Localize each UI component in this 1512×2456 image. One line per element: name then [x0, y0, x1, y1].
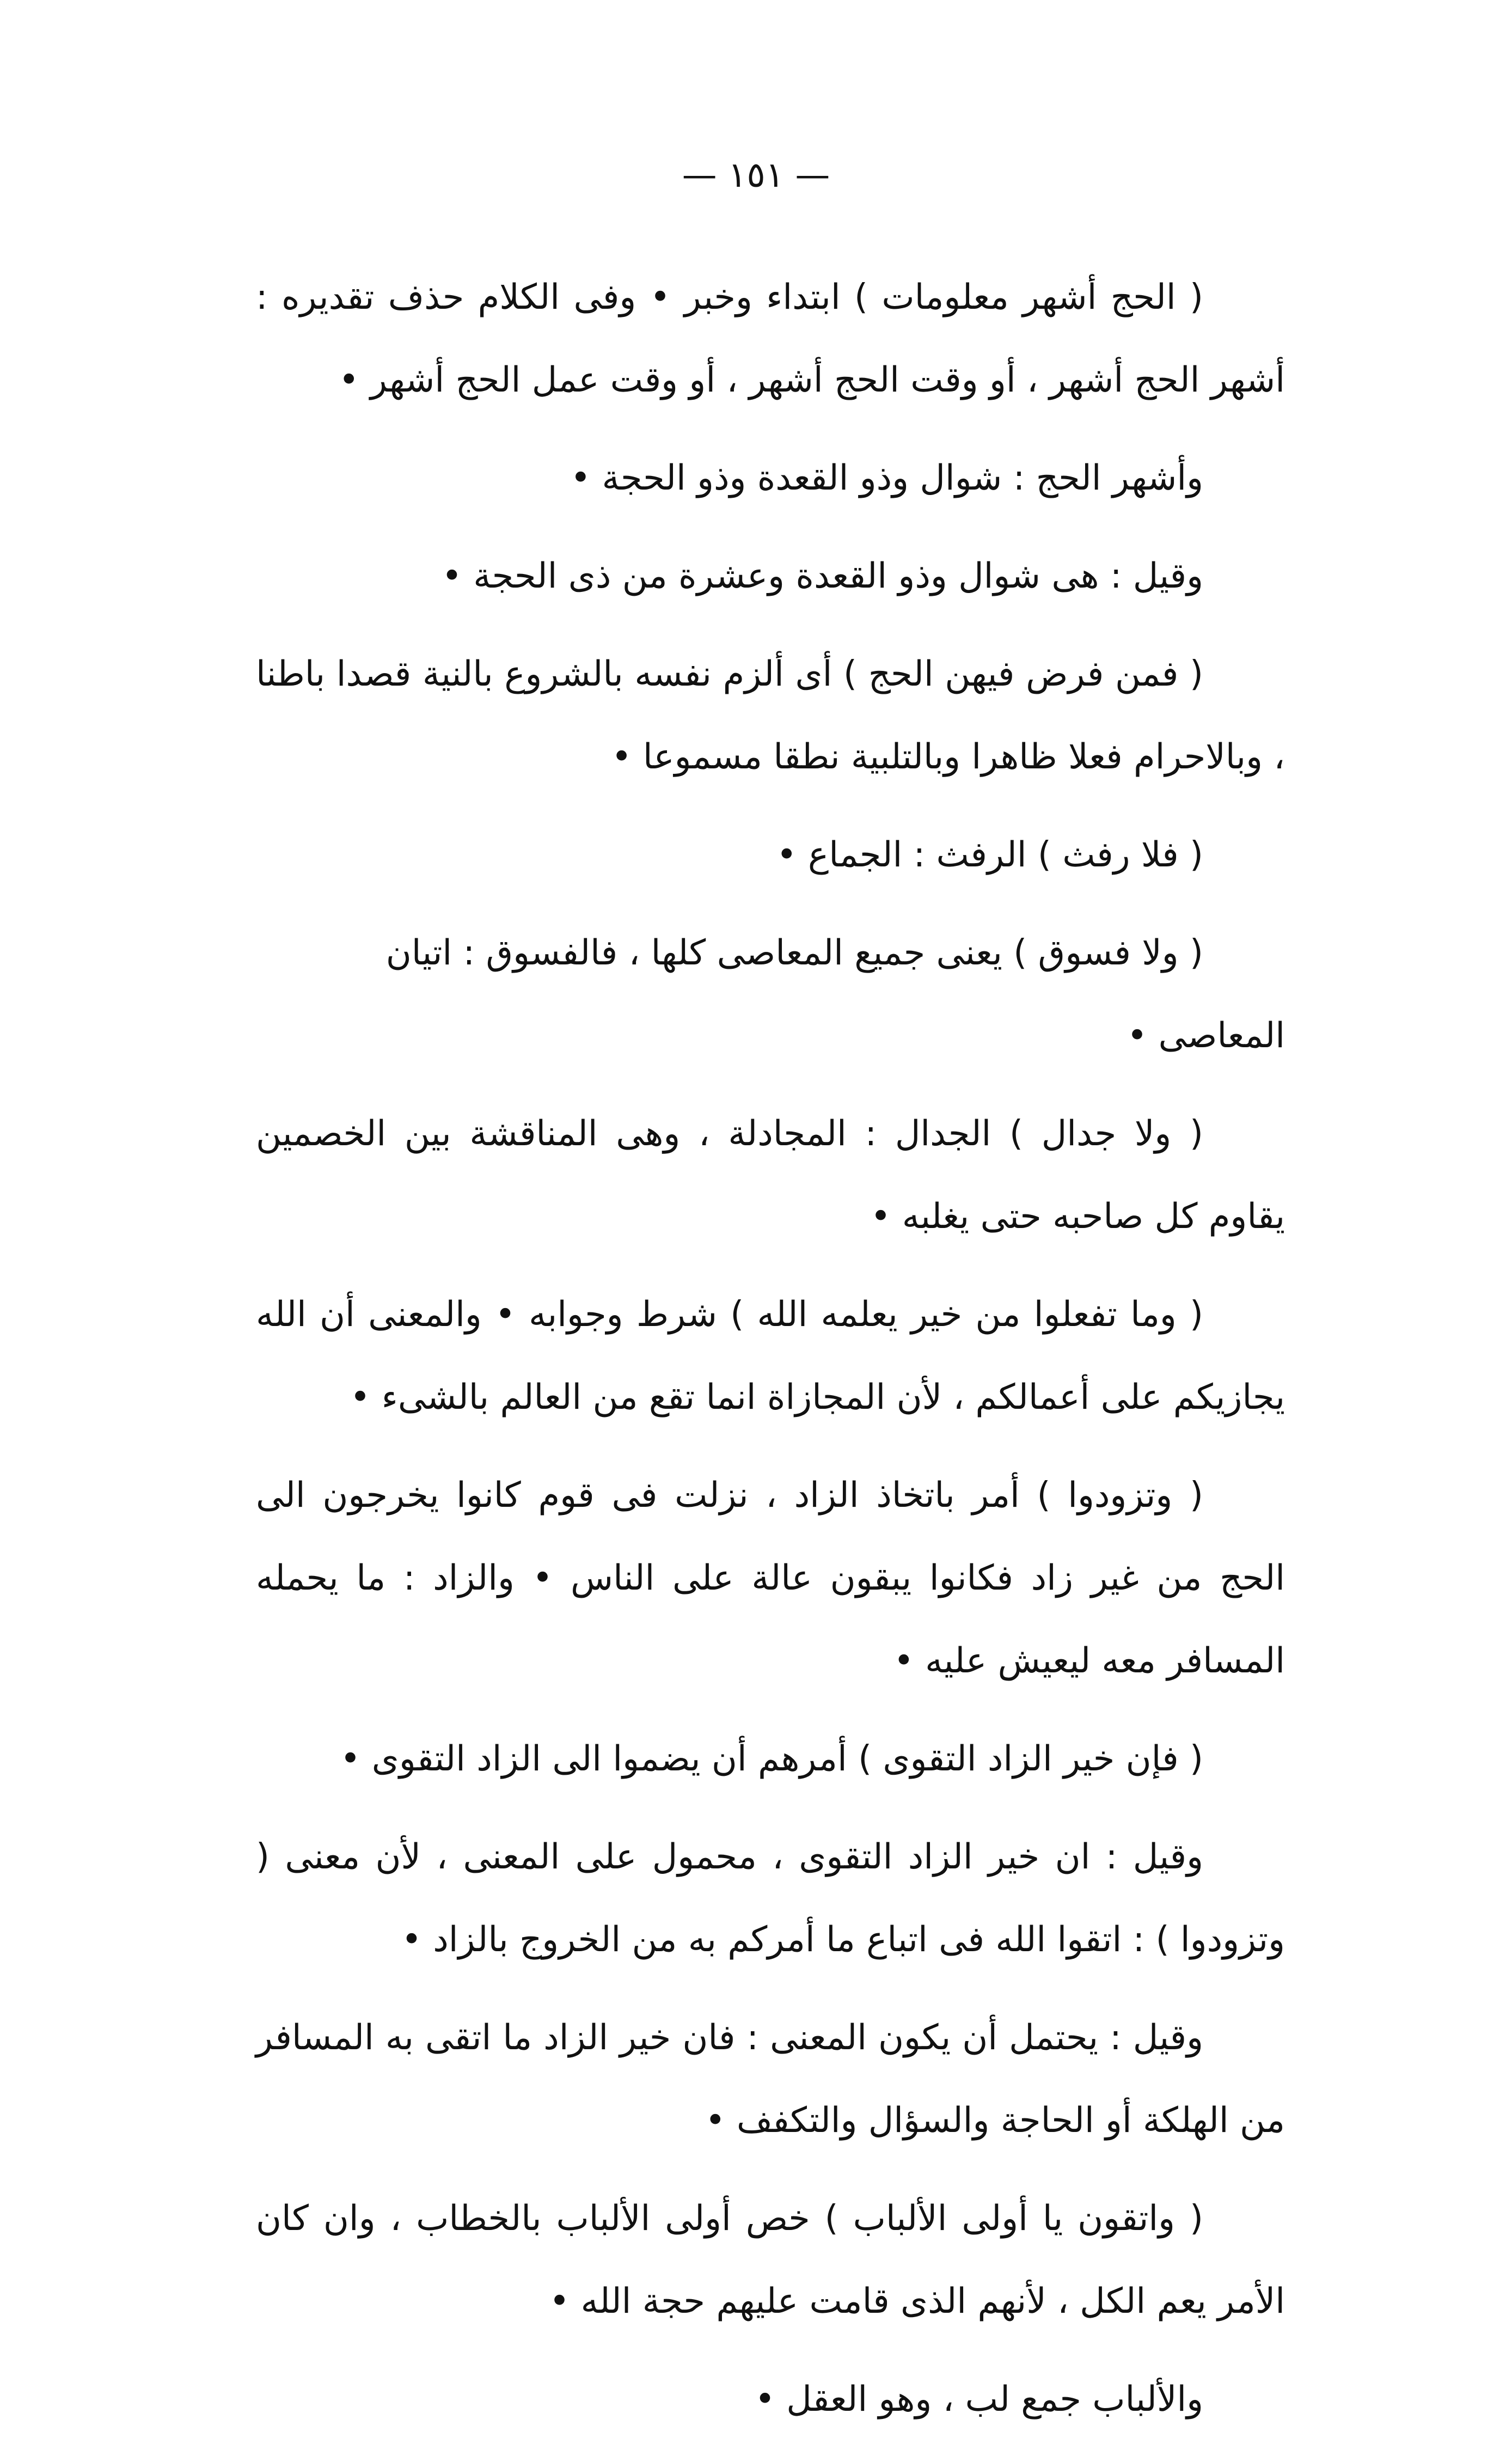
- page-number: — ١٥١ —: [682, 155, 830, 195]
- paragraph: وقيل : يحتمل أن يكون المعنى : فان خير الزاد ما اتقى به المسافر من الهلكة أو الحاجة والسؤال والتكفف •: [256, 2018, 1285, 2141]
- paragraph: وأشهر الحج : شوال وذو القعدة وذو الحجة •: [570, 458, 1203, 498]
- paragraph: ( ولا فسوق ) يعنى جميع المعاصى كلها ، فالفسوق : اتيان المعاصى •: [385, 933, 1285, 1056]
- paragraph: ( وتزودوا ) أمر باتخاذ الزاد ، نزلت فى قوم كانوا يخرجون الى الحج من غير زاد فكانوا يبقون عالة على الناس • والزاد : ما يحمله المسافر معه ليعيش عليه •: [256, 1475, 1285, 1681]
- paragraph: والألباب جمع لب ، وهو العقل •: [755, 2379, 1203, 2420]
- paragraph: ( فإن خير الزاد التقوى ) أمرهم أن يضموا الى الزاد التقوى •: [340, 1739, 1203, 1779]
- page-body: [256, 256, 1285, 2456]
- paragraph: ( فمن فرض فيهن الحج ) أى ألزم نفسه بالشروع بالنية قصدا باطنا ، وبالاحرام فعلا ظاهرا وبالتلبية نطقا مسموعا •: [256, 654, 1285, 777]
- paragraph: ( فلا رفث ) الرفث : الجماع •: [776, 835, 1203, 875]
- paragraph: ( وما تفعلوا من خير يعلمه الله ) شرط وجوابه • والمعنى أن الله يجازيكم على أعمالكم ، لأن المجازاة انما تقع من العالم بالشىء •: [256, 1294, 1285, 1418]
- paragraph: وقيل : ان خير الزاد التقوى ، محمول على المعنى ، لأن معنى ( وتزودوا ) : اتقوا الله فى اتباع ما أمركم به من الخروج بالزاد •: [256, 1837, 1285, 1960]
- paragraph: ( الحج أشهر معلومات ) ابتداء وخبر • وفى الكلام حذف تقديره : أشهر الحج أشهر ، أو وقت الحج أشهر ، أو وقت عمل الحج أشهر •: [256, 277, 1285, 400]
- paragraph: ( واتقون يا أولى الألباب ) خص أولى الألباب بالخطاب ، وان كان الأمر يعم الكل ، لأنهم الذى قامت عليهم حجة الله •: [256, 2198, 1285, 2321]
- paragraph: ( ولا جدال ) الجدال : المجادلة ، وهى المناقشة بين الخصمين يقاوم كل صاحبه حتى يغلبه •: [256, 1114, 1285, 1237]
- paragraph: وقيل : هى شوال وذو القعدة وعشرة من ذى الحجة •: [442, 556, 1203, 596]
